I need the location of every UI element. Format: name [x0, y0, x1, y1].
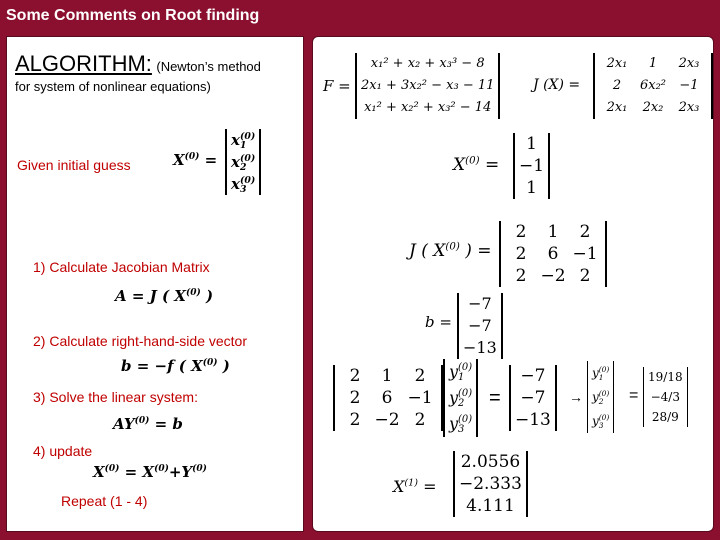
x0-value: −1	[519, 156, 545, 176]
equals-sign: =	[629, 387, 639, 404]
algorithm-heading	[15, 51, 261, 77]
b-value: −7	[468, 316, 492, 335]
jx0-cell: 6	[547, 244, 559, 264]
f-row-3: x₁² + x₂² + x₃² − 14	[364, 100, 492, 115]
jx0-cell: −1	[572, 244, 598, 264]
x0-value: 1	[526, 134, 537, 154]
x0-numeric-vector	[513, 133, 550, 199]
x1-vector	[453, 451, 528, 517]
x0-symbol: $X^{(0)}$ =	[173, 151, 218, 169]
step-1-label: 1) Calculate Jacobian Matrix	[33, 259, 210, 275]
example-panel	[312, 36, 714, 532]
y0-vector	[443, 359, 478, 437]
repeat-label: Repeat (1 - 4)	[61, 493, 148, 509]
a-cell: 2	[349, 410, 361, 430]
y1-0: y (0) 1	[592, 365, 610, 382]
j-cell: 2x₁	[606, 100, 628, 115]
j-cell: 2x₃	[678, 100, 700, 115]
rhs-value: −7	[520, 366, 546, 386]
b-value: −7	[468, 294, 492, 313]
step-1-formula: A = J ( $X^{(0)}$ )	[115, 287, 214, 305]
jacobian-symbol: J (X) =	[533, 77, 581, 93]
step-2-formula: b = −f ( $X^{(0)}$ )	[121, 357, 230, 375]
x1-symbol: $X^{(1)}$ =	[393, 477, 437, 496]
a-cell: 1	[381, 366, 393, 386]
x1-value: 4.111	[466, 496, 515, 516]
y2-0: y (0) 2	[449, 387, 473, 409]
x0-value: 1	[526, 178, 537, 198]
y2-0: y (0) 2	[592, 389, 610, 406]
f-vector	[355, 53, 500, 119]
x2-0: x (0) 2	[231, 152, 256, 173]
step-3-label: 3) Solve the linear system:	[33, 389, 198, 405]
jx0-cell: 2	[579, 266, 591, 286]
algorithm-note: (Newton’s method	[156, 59, 261, 74]
jx0-matrix	[499, 221, 607, 287]
equals-sign: =	[489, 387, 501, 409]
b-symbol: b =	[425, 313, 452, 331]
sol-value: 19/18	[648, 370, 683, 384]
j-cell: 2x₁	[606, 56, 628, 71]
a-cell: 2	[414, 410, 426, 430]
system-matrix	[333, 365, 443, 431]
slide-title: Some Comments on Root finding	[6, 7, 260, 24]
j-cell: 2x₃	[678, 56, 700, 71]
algorithm-label: ALGORITHM:	[15, 51, 152, 76]
a-cell: −1	[407, 388, 433, 408]
a-cell: −2	[374, 410, 400, 430]
algorithm-panel	[6, 36, 304, 532]
jx0-cell: 2	[515, 244, 527, 264]
x1-value: −2.333	[459, 474, 522, 494]
arrow-icon: →	[569, 389, 583, 405]
algorithm-note-line2: for system of nonlinear equations)	[15, 79, 211, 94]
x0-vector-symbolic	[225, 129, 261, 195]
step-2-label: 2) Calculate right-hand-side vector	[33, 333, 247, 349]
b-vector	[457, 293, 503, 359]
y0-solution-symbolic	[587, 361, 614, 433]
x3-0: x (0) 3	[231, 174, 256, 195]
jx0-cell: 2	[515, 222, 527, 242]
y1-0: y (0) 1	[449, 361, 473, 383]
b-value: −13	[463, 338, 497, 357]
a-cell: 2	[349, 388, 361, 408]
a-cell: 2	[414, 366, 426, 386]
j-cell: 2x₂	[642, 100, 664, 115]
jx0-cell: 2	[579, 222, 591, 242]
f-row-1: x₁² + x₂ + x₃³ − 8	[370, 56, 485, 71]
x0-numeric-symbol: $X^{(0)}$ =	[453, 155, 500, 175]
f-symbol: F =	[323, 77, 351, 95]
jacobian-matrix	[593, 53, 713, 119]
sol-value: 28/9	[651, 410, 679, 424]
y0-solution-vector	[643, 367, 688, 427]
jx0-cell: 2	[515, 266, 527, 286]
rhs-vector	[509, 365, 557, 431]
jx0-cell: 1	[547, 222, 559, 242]
jx0-cell: −2	[540, 266, 566, 286]
a-cell: 6	[381, 388, 393, 408]
j-cell: −1	[679, 78, 699, 93]
j-cell: 2	[612, 78, 622, 93]
step-4-formula: $X^{(0)} = X^{(0)}+Y^{(0)}$	[93, 463, 207, 481]
y3-0: y (0) 3	[592, 413, 610, 430]
y3-0: y (0) 3	[449, 413, 473, 435]
rhs-value: −13	[515, 410, 551, 430]
a-cell: 2	[349, 366, 361, 386]
f-row-2: 2x₁ + 3x₂² − x₃ − 11	[361, 78, 495, 93]
j-cell: 6x₂²	[639, 78, 667, 93]
rhs-value: −7	[520, 388, 546, 408]
step-3-formula: $AY^{(0)} = b$	[113, 415, 183, 433]
x1-value: 2.0556	[460, 452, 521, 472]
sol-value: −4/3	[650, 390, 680, 404]
j-cell: 1	[648, 56, 658, 71]
step-4-label: 4) update	[33, 443, 93, 459]
x1-0: x (0) 1	[231, 130, 256, 151]
jx0-symbol: J ( $X^{(0)}$ ) =	[409, 241, 492, 261]
given-initial-guess: Given initial guess	[17, 157, 131, 173]
